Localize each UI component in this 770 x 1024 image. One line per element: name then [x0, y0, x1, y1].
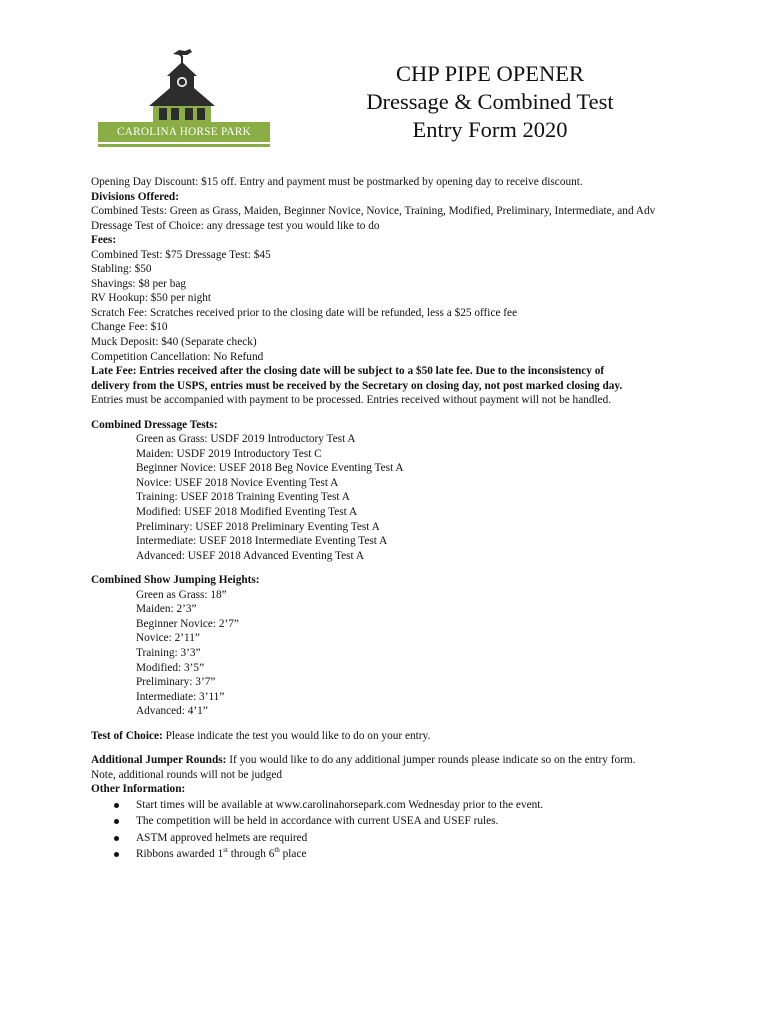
late-fee-line-2: delivery from the USPS, entries must be received by the Secretary on closing day, not post marked closing day. — [91, 379, 623, 392]
title-line-2: Dressage & Combined Test — [366, 89, 614, 114]
logo-text: CAROLINA HORSE PARK — [117, 126, 251, 138]
fees-heading: Fees: — [91, 234, 117, 247]
jumping-height-item: Green as Grass: 18” — [136, 588, 227, 601]
additional-jumper-note: Note, additional rounds will not be judged — [91, 768, 283, 781]
dressage-tests-heading: Combined Dressage Tests: — [91, 418, 218, 431]
dressage-test-of-choice: Dressage Test of Choice: any dressage test you would like to do — [91, 219, 380, 232]
payment-note: Entries must be accompanied with payment to be processed. Entries received without payment will not be handled. — [91, 394, 612, 407]
dressage-test-item: Intermediate: USEF 2018 Intermediate Eventing Test A — [136, 535, 388, 548]
dressage-test-item: Maiden: USDF 2019 Introductory Test C — [136, 447, 322, 460]
dressage-test-item: Training: USEF 2018 Training Eventing Test A — [136, 491, 350, 504]
fee-item: RV Hookup: $50 per night — [91, 292, 212, 305]
additional-jumper-text: If you would like to do any additional jumper rounds please indicate so on the entry form. — [226, 754, 636, 767]
late-fee-line-1: Late Fee: Entries received after the closing date will be subject to a $50 late fee. Due to the inconsistency of — [91, 365, 605, 378]
barn-cupola-icon — [95, 44, 270, 124]
bullet-icon — [114, 803, 119, 808]
fee-item: Muck Deposit: $40 (Separate check) — [91, 336, 257, 349]
dressage-test-item: Green as Grass: USDF 2019 Introductory Test A — [136, 433, 356, 446]
additional-jumper-label: Additional Jumper Rounds: — [91, 754, 227, 767]
bullet-icon — [114, 836, 119, 841]
list-item — [91, 797, 691, 813]
jumping-height-item: Training: 3’3” — [136, 646, 201, 659]
dressage-test-item: Modified: USEF 2018 Modified Eventing Test A — [136, 506, 358, 519]
form-title — [330, 60, 650, 144]
jumping-height-item: Beginner Novice: 2’7” — [136, 617, 239, 630]
carolina-horse-park-logo — [95, 44, 270, 156]
jumping-height-item: Maiden: 2’3” — [136, 603, 197, 616]
divisions-list: Combined Tests: Green as Grass, Maiden, Beginner Novice, Novice, Training, Modified, Preliminary, Intermediate, and Adv — [91, 205, 656, 218]
competition-rules-text: The competition will be held in accordance with current USEA and USEF rules. — [136, 815, 499, 828]
jumping-heights-heading: Combined Show Jumping Heights: — [91, 574, 260, 587]
ribbons-mid: through 6 — [227, 848, 275, 861]
logo-banner — [98, 122, 270, 142]
list-item — [91, 813, 691, 829]
fee-item: Stabling: $50 — [91, 263, 152, 276]
logo-underline — [98, 144, 270, 147]
bullet-icon — [114, 852, 119, 857]
fee-item: Scratch Fee: Scratches received prior to the closing date will be refunded, less a $25 office fee — [91, 306, 518, 319]
dressage-test-item: Novice: USEF 2018 Novice Eventing Test A — [136, 476, 339, 489]
jumping-height-item: Advanced: 4’1” — [136, 705, 208, 718]
fee-item: Shavings: $8 per bag — [91, 277, 187, 290]
jumping-height-item: Modified: 3’5” — [136, 661, 205, 674]
jumping-height-item: Intermediate: 3’11” — [136, 690, 225, 703]
other-info-heading: Other Information: — [91, 783, 186, 796]
ribbons-sup-sixth: th — [274, 846, 280, 855]
dressage-test-item: Preliminary: USEF 2018 Preliminary Eventing Test A — [136, 520, 380, 533]
jumping-height-item: Preliminary: 3’7” — [136, 676, 216, 689]
ribbons-suffix: place — [279, 848, 307, 861]
opening-day-discount: Opening Day Discount: $15 off. Entry and payment must be postmarked by opening day to receive discount. — [91, 176, 583, 188]
dressage-test-item: Beginner Novice: USEF 2018 Beg Novice Eventing Test A — [136, 462, 404, 475]
ribbons-prefix: Ribbons awarded 1 — [136, 848, 224, 861]
list-item — [91, 846, 691, 862]
test-of-choice-text: Please indicate the test you would like to do on your entry. — [162, 729, 431, 742]
fee-item: Change Fee: $10 — [91, 321, 168, 334]
ribbons-sup-first: st — [223, 846, 228, 855]
dressage-test-item: Advanced: USEF 2018 Advanced Eventing Test A — [136, 549, 365, 562]
jumping-height-item: Novice: 2’11” — [136, 632, 200, 645]
additional-jumper-rounds — [91, 753, 691, 768]
helmets-text: ASTM approved helmets are required — [136, 831, 308, 844]
test-of-choice — [91, 729, 691, 744]
fee-item: Combined Test: $75 Dressage Test: $45 — [91, 248, 271, 261]
other-info-list — [91, 797, 691, 863]
title-line-3: Entry Form 2020 — [412, 117, 568, 142]
start-times-text: Start times will be available at www.carolinahorsepark.com Wednesday prior to the event. — [136, 798, 544, 811]
title-line-1: CHP PIPE OPENER — [396, 61, 584, 86]
list-item — [91, 830, 691, 846]
test-of-choice-label: Test of Choice: — [91, 729, 163, 742]
form-body — [91, 175, 691, 863]
divisions-heading: Divisions Offered: — [91, 190, 179, 203]
fee-item: Competition Cancellation: No Refund — [91, 350, 264, 363]
bullet-icon — [114, 819, 119, 824]
